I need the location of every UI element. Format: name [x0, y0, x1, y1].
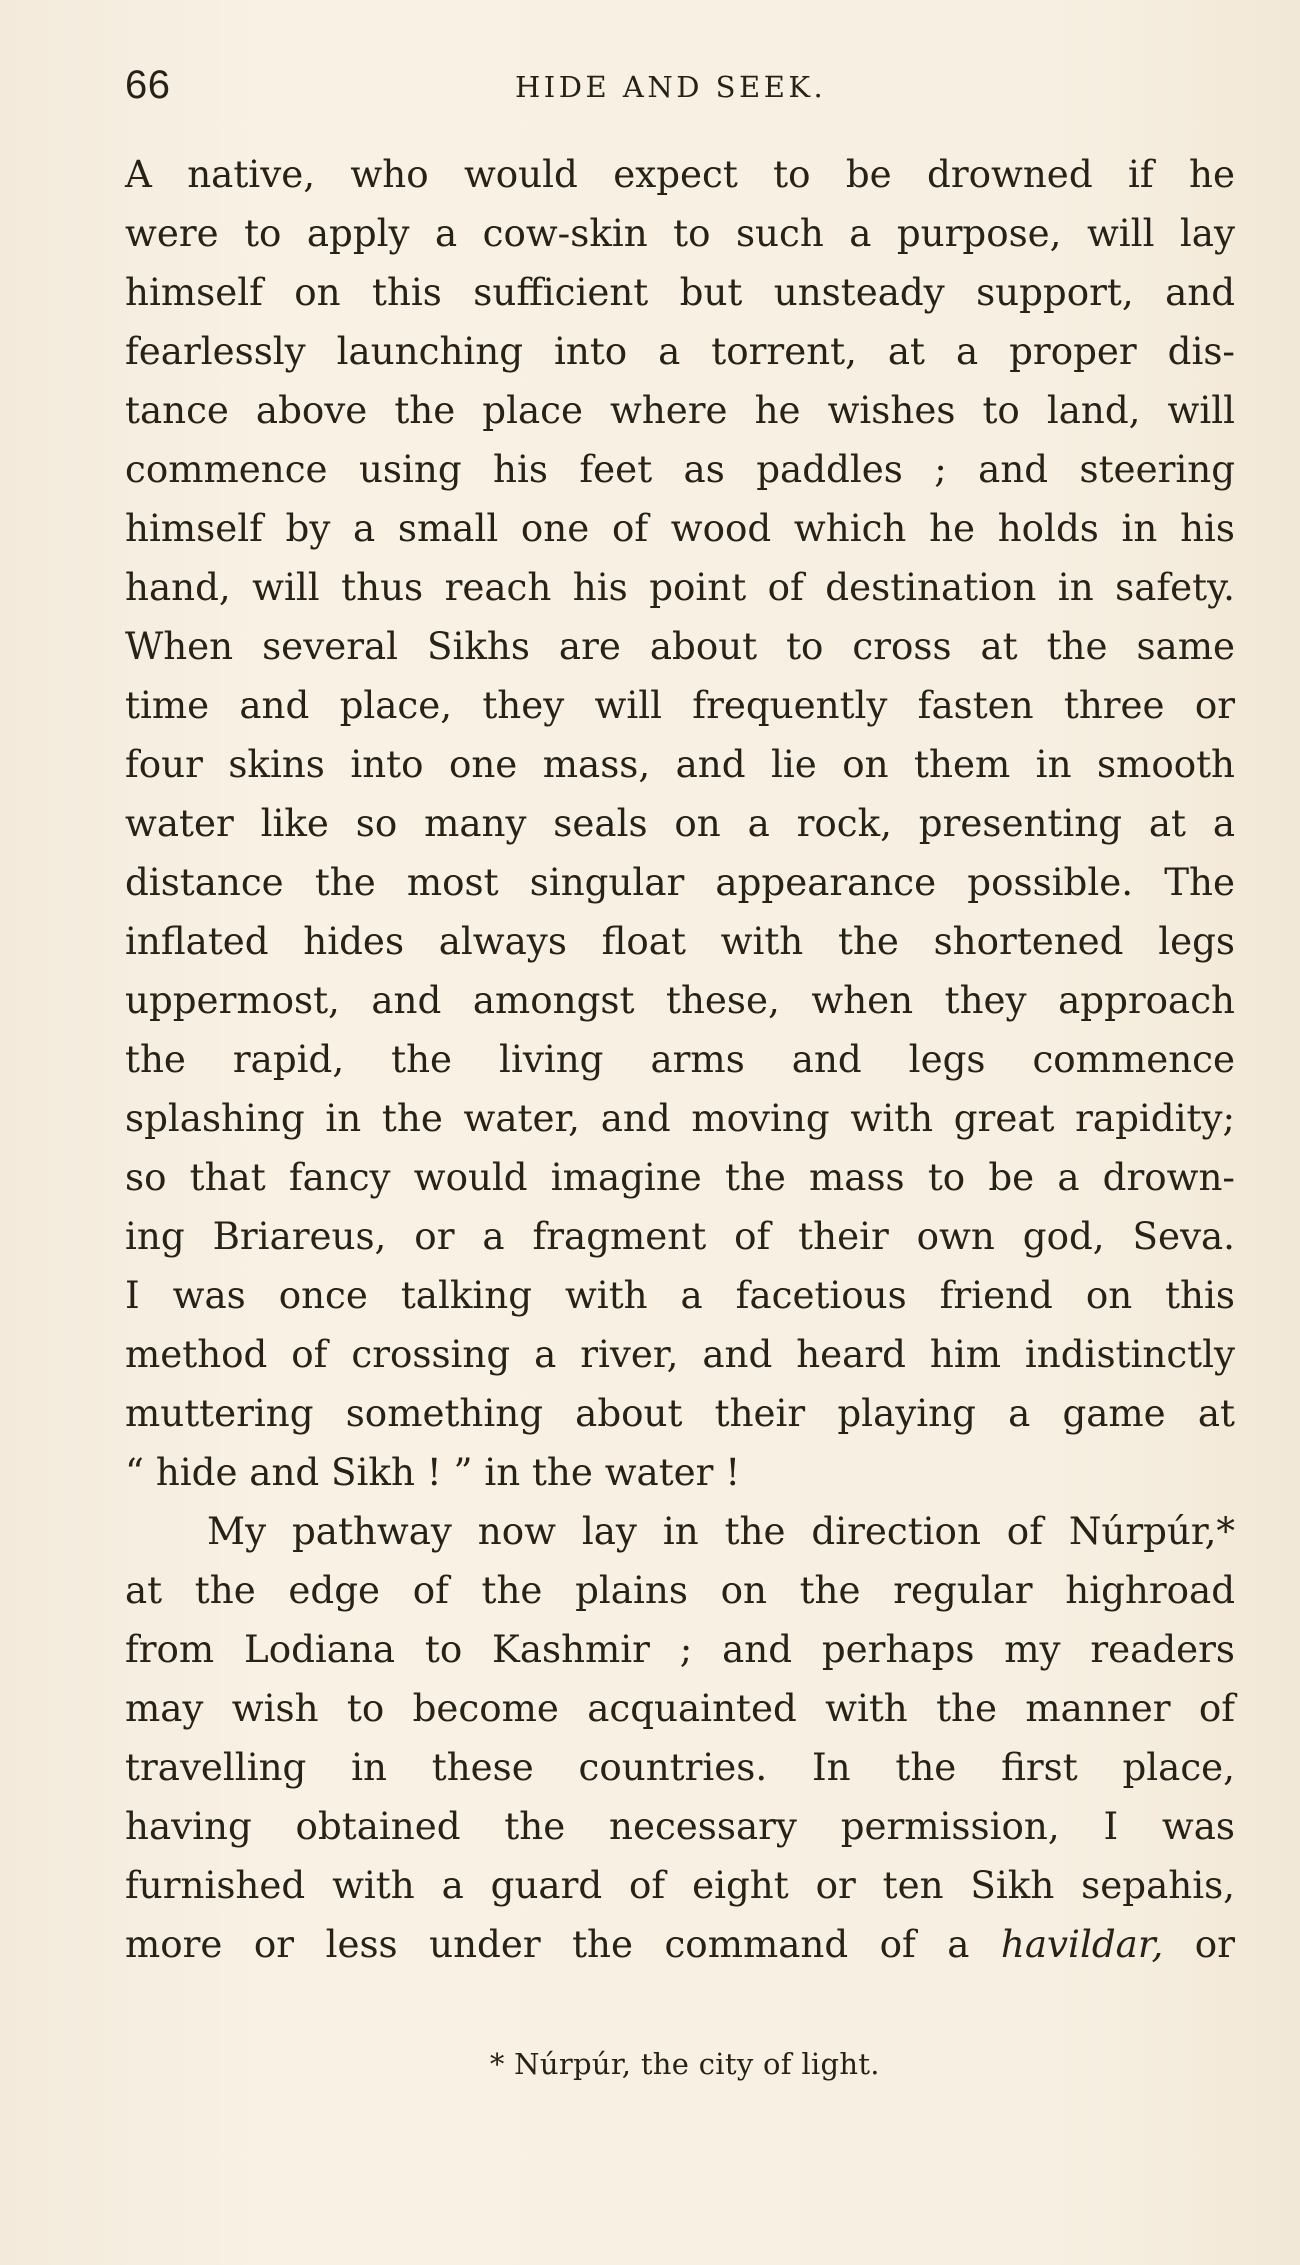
text-line: himself by a small one of wood which he holds in his: [125, 506, 1235, 550]
text-line: himself on this sufficient but unsteady support, and: [125, 270, 1235, 314]
text-line: water like so many seals on a rock, presenting at a: [125, 801, 1235, 845]
footnote-marker: *: [489, 2047, 505, 2081]
text-line: having obtained the necessary permission, I was: [125, 1804, 1235, 1848]
text-line: muttering something about their playing a game at: [125, 1391, 1235, 1435]
text-line: When several Sikhs are about to cross at the same: [125, 624, 1235, 668]
text-line: tance above the place where he wishes to land, will: [125, 388, 1235, 432]
italic-word: havildar,: [1000, 1922, 1164, 1966]
text-line: were to apply a cow-skin to such a purpose, will lay: [125, 211, 1235, 255]
running-head: HIDE AND SEEK.: [515, 70, 827, 104]
text-line: from Lodiana to Kashmir ; and perhaps my readers: [125, 1627, 1235, 1671]
body-text: [125, 145, 1235, 1974]
text-line: method of crossing a river, and heard him indistinctly: [125, 1332, 1235, 1376]
text-line: distance the most singular appearance possible. The: [125, 860, 1235, 904]
text-line: commence using his feet as paddles ; and steering: [125, 447, 1235, 491]
text-line: A native, who would expect to be drowned if he: [125, 152, 1235, 196]
text-line: at the edge of the plains on the regular highroad: [125, 1568, 1235, 1612]
text-line: so that fancy would imagine the mass to be a drown-: [125, 1155, 1235, 1199]
page-header: [125, 55, 1235, 115]
text-line: “ hide and Sikh ! ” in the water !: [125, 1450, 741, 1494]
footnote: [125, 2042, 1235, 2086]
page-number: 66: [125, 63, 171, 107]
text-line: uppermost, and amongst these, when they approach: [125, 978, 1235, 1022]
text-line: furnished with a guard of eight or ten Sikh sepahis,: [125, 1863, 1235, 1907]
text-line: time and place, they will frequently fasten three or: [125, 683, 1235, 727]
text-line: hand, will thus reach his point of destination in safety.: [125, 565, 1235, 609]
text-line: I was once talking with a facetious friend on this: [125, 1273, 1235, 1317]
text-line-last: [125, 1915, 1235, 1974]
text-line: may wish to become acquainted with the manner of: [125, 1686, 1235, 1730]
footnote-text: Núrpúr, the city of light.: [514, 2047, 880, 2081]
text-line: four skins into one mass, and lie on them in smooth: [125, 742, 1235, 786]
text-line: fearlessly launching into a torrent, at a proper dis-: [125, 329, 1235, 373]
text-line: travelling in these countries. In the first place,: [125, 1745, 1235, 1789]
text-line: splashing in the water, and moving with great rapidity;: [125, 1096, 1235, 1140]
text-line: ing Briareus, or a fragment of their own god, Seva.: [125, 1214, 1235, 1258]
text-segment: more or less under the command of a: [125, 1922, 970, 1966]
text-segment: or: [1163, 1922, 1235, 1966]
text-line: the rapid, the living arms and legs commence: [125, 1037, 1235, 1081]
paragraph-start-line: My pathway now lay in the direction of Núrpúr,*: [207, 1509, 1235, 1553]
text-line: inflated hides always float with the shortened legs: [125, 919, 1235, 963]
